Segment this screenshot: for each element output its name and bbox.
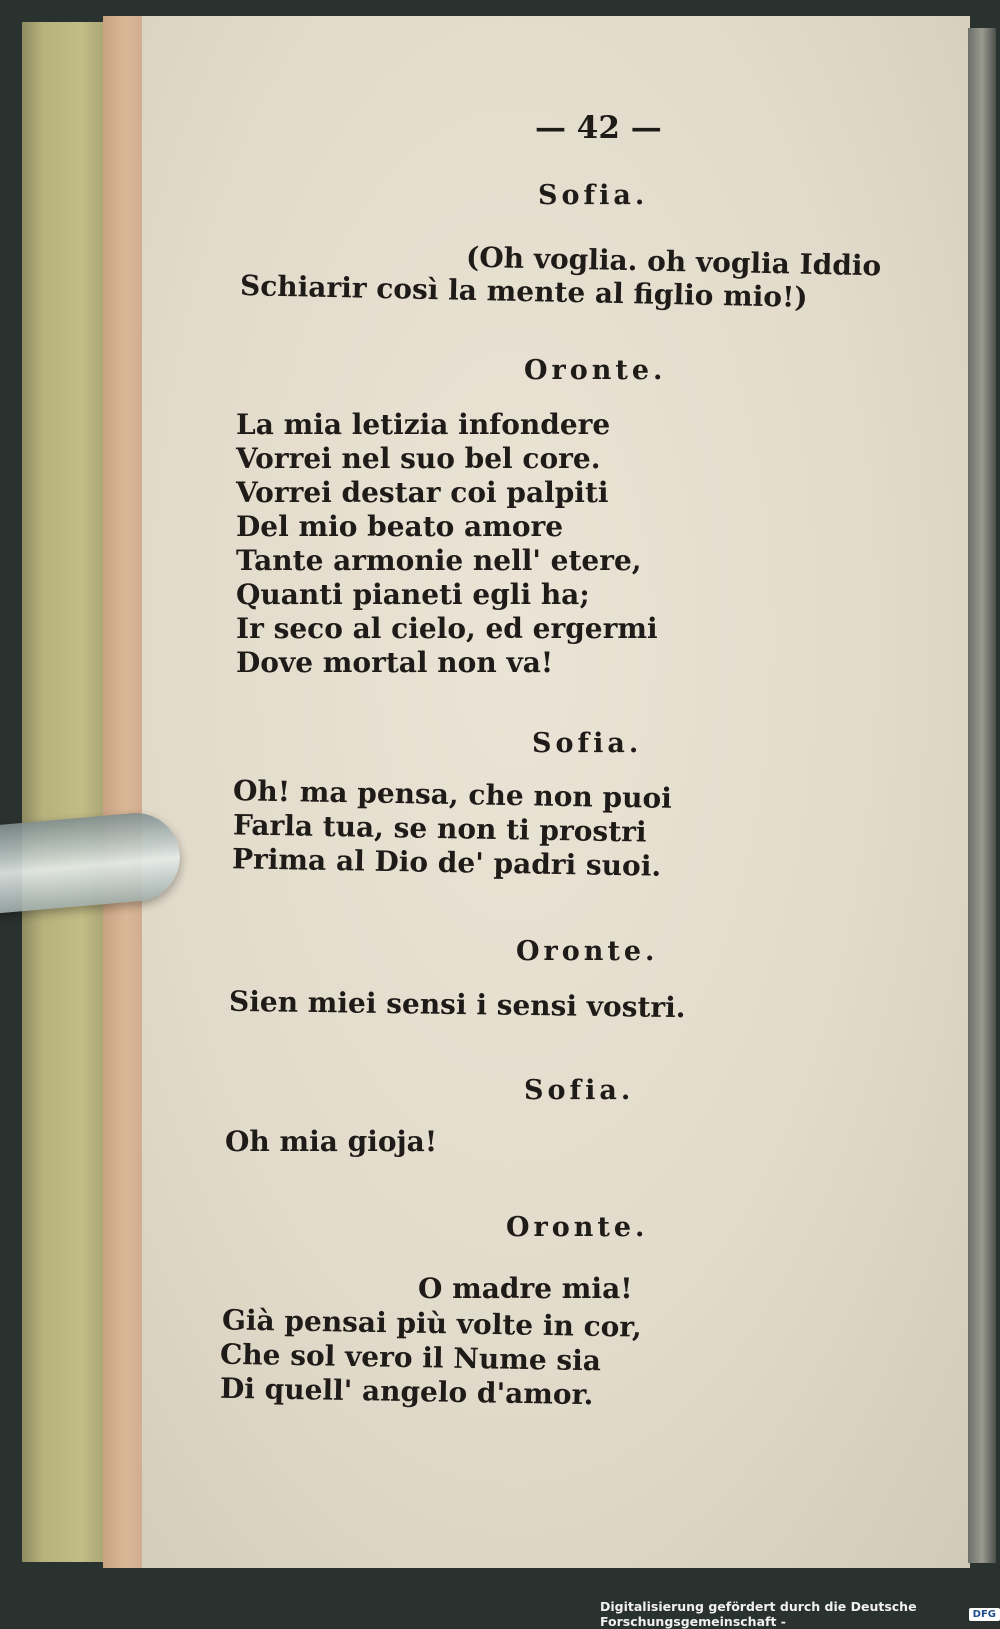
- verse-line: Tante armonie nell' etere,: [236, 544, 642, 577]
- speaker-name: Oronte.: [506, 1212, 649, 1243]
- verse-line: O madre mia!: [418, 1272, 633, 1305]
- speaker-name: Sofia.: [524, 1075, 635, 1106]
- speaker-name: Oronte.: [524, 355, 667, 386]
- verse-line: Farla tua, se non ti prostri: [232, 808, 647, 849]
- speaker-name: Oronte.: [516, 936, 659, 967]
- page-number: — 42 —: [535, 110, 662, 146]
- book-edge-left: [22, 22, 107, 1562]
- speaker-name: Sofia.: [538, 180, 649, 211]
- verse-line: (Oh voglia. oh voglia Iddio: [465, 240, 882, 283]
- verse-line: Quanti pianeti egli ha;: [236, 578, 590, 611]
- verse-line: Oh! ma pensa, che non puoi: [232, 774, 673, 815]
- verse-line: Già pensai più volte in cor,: [221, 1303, 643, 1344]
- verse-line: Prima al Dio de' padri suoi.: [231, 842, 662, 883]
- verse-line: Di quell' angelo d'amor.: [219, 1371, 594, 1412]
- dfg-logo: DFG: [969, 1608, 1000, 1621]
- footer-attribution: [600, 1599, 1000, 1629]
- verse-line: Vorrei nel suo bel core.: [236, 442, 601, 475]
- verse-line: Schiarir così la mente al figlio mio!): [239, 269, 808, 314]
- verse-line: La mia letizia infondere: [236, 408, 611, 441]
- verse-line: Vorrei destar coi palpiti: [236, 476, 609, 509]
- verse-line: Del mio beato amore: [236, 510, 564, 543]
- verse-line: Sien miei sensi i sensi vostri.: [228, 984, 686, 1025]
- footer-text: Digitalisierung gefördert durch die Deutsche Forschungsgemeinschaft -: [600, 1599, 917, 1629]
- verse-line: Dove mortal non va!: [236, 646, 554, 679]
- verse-line: Ir seco al cielo, ed ergermi: [236, 612, 658, 645]
- speaker-name: Sofia.: [532, 728, 643, 759]
- verse-line: Oh mia gioja!: [225, 1125, 438, 1158]
- verse-line: Che sol vero il Nume sia: [219, 1337, 602, 1378]
- page-right-edge: [968, 28, 996, 1563]
